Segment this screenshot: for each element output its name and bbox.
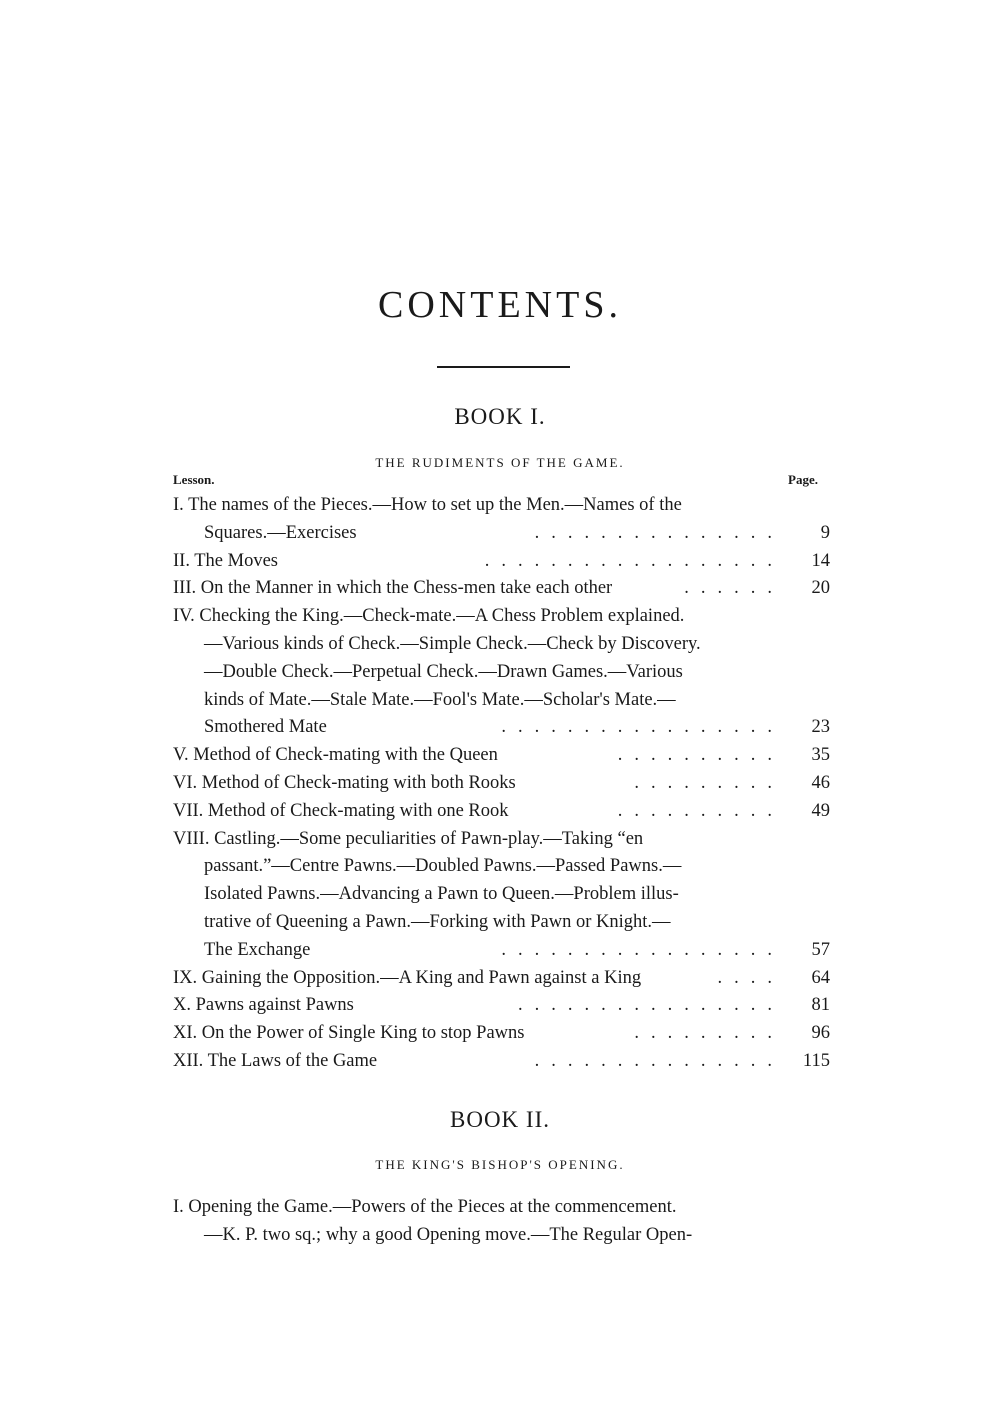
toc-line <box>173 603 830 630</box>
toc-entry-text: passant.”—Centre Pawns.—Doubled Pawns.—Passed Pawns.— <box>204 856 682 877</box>
title-rule <box>437 366 570 368</box>
toc-page-number: 23 <box>784 714 830 741</box>
toc-line <box>173 853 830 880</box>
toc-page-number: 20 <box>784 575 830 602</box>
toc-page-number: 46 <box>784 770 830 797</box>
leader-dots: .......... <box>617 745 784 766</box>
lesson-column-label: Lesson. <box>173 472 215 487</box>
toc-line <box>173 770 830 797</box>
toc-line <box>173 1020 830 1047</box>
book-2-subtitle: THE KING'S BISHOP'S OPENING. <box>375 1157 625 1172</box>
toc-entry-text: II. The Moves <box>173 550 278 571</box>
toc-line <box>173 687 830 714</box>
toc-line <box>173 881 830 908</box>
page-title: CONTENTS. <box>378 284 622 326</box>
toc-line <box>173 909 830 936</box>
toc-entry-text: kinds of Mate.—Stale Mate.—Fool's Mate.—Scholar's Mate.— <box>204 689 676 710</box>
leader-dots: ................. <box>501 939 784 960</box>
toc-line <box>173 992 830 1019</box>
toc-entry-text: Isolated Pawns.—Advancing a Pawn to Queen.—Problem illus- <box>204 884 679 905</box>
toc-entry-text: III. On the Manner in which the Chess-men take each other <box>173 578 613 599</box>
toc-page-number: 14 <box>784 548 830 575</box>
toc-entry-text: trative of Queening a Pawn.—Forking with Pawn or Knight.— <box>204 912 671 932</box>
book-2-heading: BOOK II. <box>450 1107 550 1132</box>
toc-line <box>173 714 830 741</box>
toc-page-number: 115 <box>784 1048 830 1075</box>
leader-dots: ...... <box>684 578 784 599</box>
leader-dots: ......... <box>634 1023 784 1044</box>
leader-dots: .... <box>717 967 784 988</box>
book-1-heading: BOOK I. <box>454 404 546 429</box>
toc-entry-text: Smothered Mate <box>204 717 327 738</box>
toc-line <box>173 1222 830 1249</box>
leader-dots: ......... <box>634 773 784 793</box>
toc-entry-text: VI. Method of Check-mating with both Rooks <box>173 773 516 793</box>
toc-entry-text: XI. On the Power of Single King to stop Pawns <box>173 1023 525 1044</box>
leader-dots: ................. <box>501 717 784 738</box>
toc-page-number: 49 <box>784 798 830 825</box>
toc-line <box>173 798 830 825</box>
toc-page-number: 96 <box>784 1020 830 1047</box>
toc-entry-text: —K. P. two sq.; why a good Opening move.—The Regular Open- <box>204 1224 693 1245</box>
toc-page-number: 57 <box>784 937 830 964</box>
toc-line <box>173 575 830 602</box>
toc-entry-text: XII. The Laws of the Game <box>173 1051 378 1071</box>
leader-dots: .................. <box>484 550 784 571</box>
toc-page-number: 64 <box>784 965 830 992</box>
leader-dots: ................ <box>518 995 784 1016</box>
toc-entry-text: —Double Check.—Perpetual Check.—Drawn Games.—Various <box>204 661 683 682</box>
toc-page-number: 9 <box>784 520 830 547</box>
toc-entry-text: I. The names of the Pieces.—How to set up the Men.—Names of the <box>173 495 682 515</box>
toc-line <box>173 659 830 686</box>
toc-entry-text: V. Method of Check-mating with the Queen <box>173 745 498 766</box>
toc-entry-text: X. Pawns against Pawns <box>173 995 354 1016</box>
leader-dots: ............... <box>534 522 784 543</box>
toc-line <box>173 742 830 769</box>
leader-dots: .......... <box>617 800 784 821</box>
toc-entry-text: Squares.—Exercises <box>204 522 357 543</box>
toc-page-number: 35 <box>784 742 830 769</box>
toc-page-number: 81 <box>784 992 830 1019</box>
toc-line <box>173 937 830 964</box>
toc-entry-text: VII. Method of Check-mating with one Rook <box>173 800 509 821</box>
toc-line <box>173 826 830 853</box>
toc-entry-text: —Various kinds of Check.—Simple Check.—Check by Discovery. <box>204 634 701 654</box>
book-1-subtitle: THE RUDIMENTS OF THE GAME. <box>375 455 625 470</box>
toc-line <box>173 492 830 519</box>
toc-line <box>173 965 830 992</box>
toc-entry-text: The Exchange <box>204 939 311 960</box>
toc-entry-text: IV. Checking the King.—Check-mate.—A Chess Problem explained. <box>173 606 685 627</box>
toc-line <box>173 548 830 575</box>
toc-entry-text: IX. Gaining the Opposition.—A King and Pawn against a King <box>173 967 642 988</box>
toc-line <box>173 1048 830 1075</box>
toc-entry-text: I. Opening the Game.—Powers of the Pieces at the commencement. <box>173 1197 677 1217</box>
leader-dots: ............... <box>534 1051 784 1071</box>
page-column-label: Page. <box>788 472 818 487</box>
toc-line <box>173 1194 830 1221</box>
toc-line <box>173 631 830 658</box>
toc-line <box>173 520 830 547</box>
toc-entry-text: VIII. Castling.—Some peculiarities of Pawn-play.—Taking “en <box>173 828 644 849</box>
